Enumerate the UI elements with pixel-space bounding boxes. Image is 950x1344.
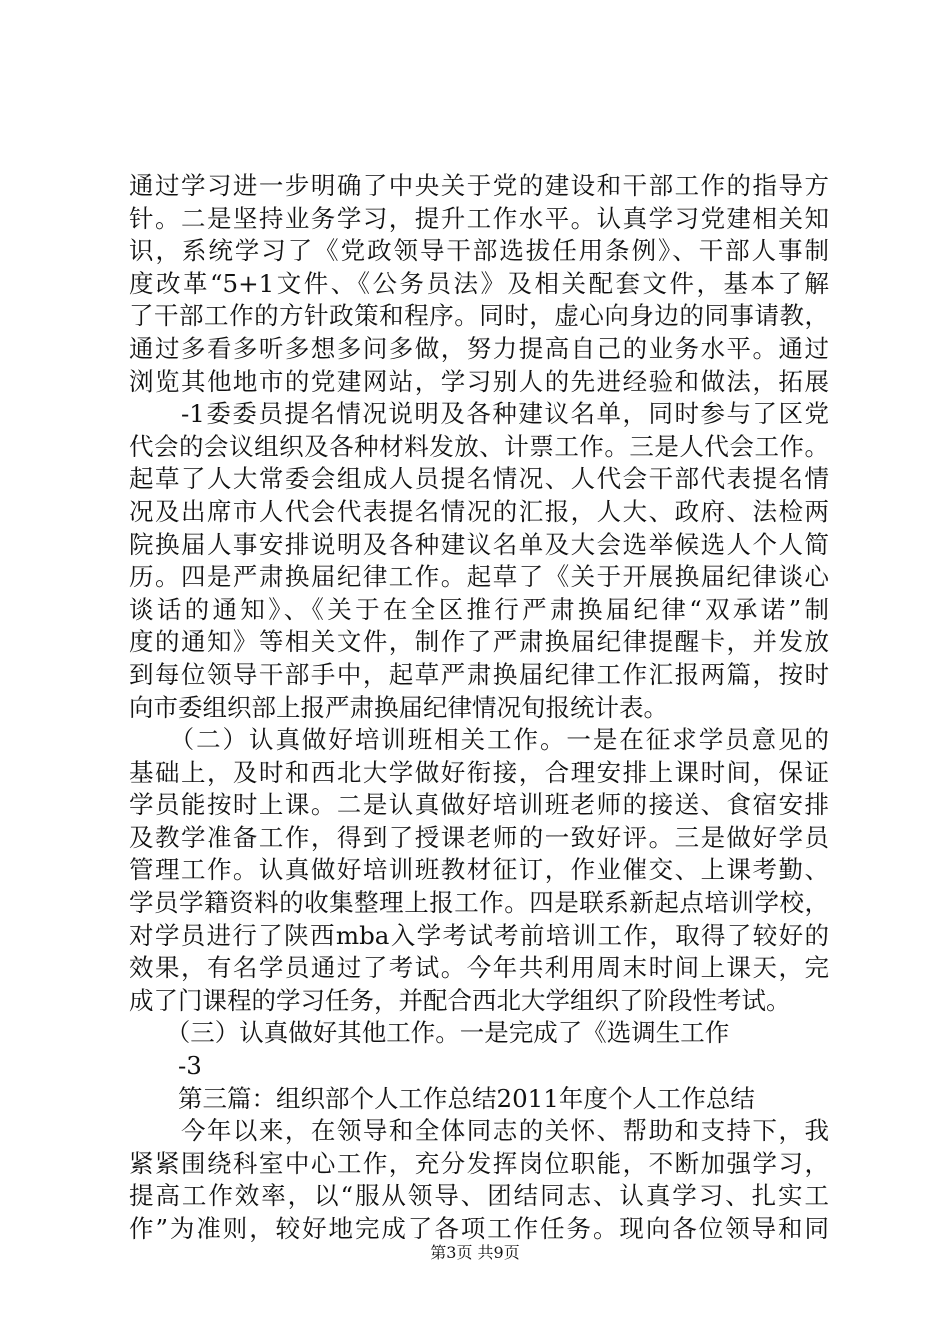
text-line: 对学员进行了陕西mba入学考试考前培训工作，取得了较好的	[129, 920, 829, 950]
text-line: 度改革“5+1文件、《公务员法》及相关配套文件，基本了解	[129, 268, 829, 298]
text-line: 通过学习进一步明确了中央关于党的建设和干部工作的指导方	[129, 171, 829, 200]
text-line: 到每位领导干部手中，起草严肃换届纪律工作汇报两篇，按时	[129, 659, 829, 689]
text-line: 向市委组织部上报严肃换届纪律情况旬报统计表。	[129, 692, 668, 722]
text-line: 了干部工作的方针政策和程序。同时，虚心向身边的同事请教，	[129, 301, 829, 331]
text-line: 度的通知》等相关文件，制作了严肃换届纪律提醒卡，并发放	[129, 627, 829, 657]
text-line: 识，系统学习了《党政领导干部选拔任用条例》、干部人事制	[129, 236, 829, 266]
text-line: 院换届人事安排说明及各种建议名单及大会选举候选人个人简	[129, 529, 829, 559]
text-line: 今年以来，在领导和全体同志的关怀、帮助和支持下，我	[129, 1116, 829, 1146]
page-footer: 第3页 共9页	[430, 1243, 520, 1262]
text-line: 学员能按时上课。二是认真做好培训班老师的接送、食宿安排	[129, 790, 829, 820]
text-line: 及教学准备工作，得到了授课老师的一致好评。三是做好学员	[129, 822, 829, 852]
body-text	[129, 170, 829, 1246]
text-line: 浏览其他地市的党建网站，学习别人的先进经验和做法，拓展	[129, 366, 829, 396]
text-line: 谈话的通知》、《关于在全区推行严肃换届纪律“双承诺”制	[129, 594, 829, 624]
text-line: 针。二是坚持业务学习，提升工作水平。认真学习党建相关知	[129, 203, 829, 233]
text-line: 作”为准则，较好地完成了各项工作任务。现向各位领导和同	[129, 1214, 829, 1243]
text-line: -1委委员提名情况说明及各种建议名单，同时参与了区党	[129, 399, 829, 429]
text-line: 基础上，及时和西北大学做好衔接，合理安排上课时间，保证	[129, 757, 829, 787]
text-line: 效果，有名学员通过了考试。今年共利用周末时间上课天，完	[129, 953, 829, 983]
text-line: 成了门课程的学习任务，并配合西北大学组织了阶段性考试。	[129, 985, 791, 1015]
section-heading: 第三篇：组织部个人工作总结2011年度个人工作总结	[129, 1083, 755, 1113]
text-line: 提高工作效率，以“服从领导、团结同志、认真学习、扎实工	[129, 1181, 829, 1211]
text-line: 况及出席市人代会代表提名情况的汇报，人大、政府、法检两	[129, 496, 829, 526]
text-line: 管理工作。认真做好培训班教材征订，作业催交、上课考勤、	[129, 855, 829, 885]
text-line: 代会的会议组织及各种材料发放、计票工作。三是人代会工作。	[129, 431, 829, 461]
text-line: 起草了人大常委会组成人员提名情况、人代会干部代表提名情	[129, 464, 829, 494]
text-line: 历。四是严肃换届纪律工作。起草了《关于开展换届纪律谈心	[129, 562, 829, 592]
text-line: （二）认真做好培训班相关工作。一是在征求学员意见的	[129, 725, 829, 755]
text-line: 学员学籍资料的收集整理上报工作。四是联系新起点培训学校，	[129, 888, 829, 918]
text-line: -3	[129, 1051, 202, 1081]
text-line: 紧紧围绕科室中心工作，充分发挥岗位职能，不断加强学习，	[129, 1148, 829, 1178]
text-line: （三）认真做好其他工作。一是完成了《选调生工作	[129, 1018, 730, 1048]
text-line: 通过多看多听多想多问多做，努力提高自己的业务水平。通过	[129, 333, 829, 363]
